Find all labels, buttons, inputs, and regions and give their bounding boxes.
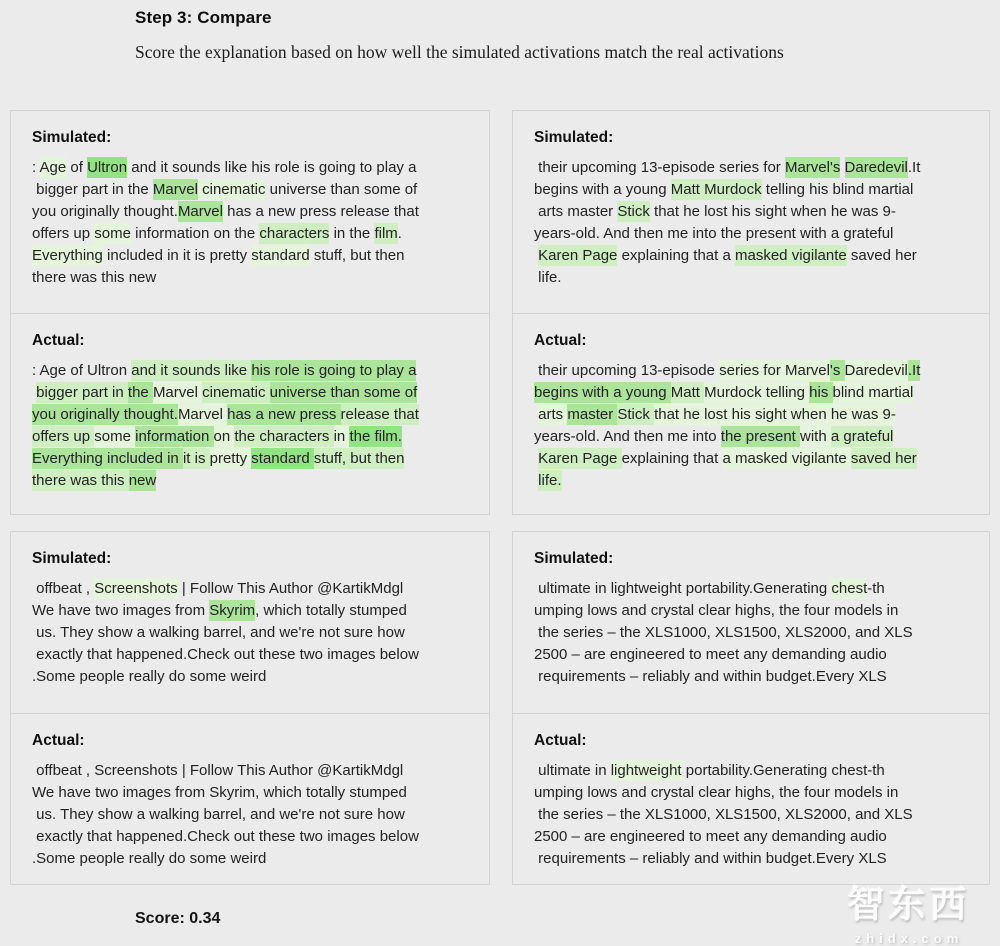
highlighted-token: 's: [829, 362, 845, 379]
section-label: Actual:: [534, 332, 587, 349]
highlighted-token: Marvel: [177, 203, 223, 220]
text-line: [32, 382, 483, 404]
actual-section: [513, 313, 989, 516]
text-line: [32, 404, 483, 426]
plain-token: information on the: [130, 225, 260, 242]
highlighted-token: blind martial: [832, 384, 914, 401]
plain-token: ultimate in lightweight portability.Generating: [534, 580, 832, 597]
plain-token: and it sounds like his role is going to play a: [127, 159, 417, 176]
text-line: [32, 622, 483, 644]
highlighted-token: the: [127, 384, 153, 401]
highlighted-token: the present: [720, 428, 800, 445]
text-line: [32, 804, 483, 826]
plain-token: explaining that a: [617, 247, 735, 264]
text-line: [32, 360, 483, 382]
plain-token: bigger part in the: [32, 181, 153, 198]
plain-token: umping lows and crystal clear highs, the four models in: [534, 602, 899, 619]
text-line: [32, 760, 483, 782]
comparison-panel: [10, 531, 490, 885]
highlighted-token: bigger part in: [36, 384, 128, 401]
text-line: [32, 826, 483, 848]
simulated-section: [11, 532, 489, 713]
highlighted-token: Karen Page: [538, 450, 622, 467]
highlighted-token: his: [809, 384, 833, 401]
highlighted-token: universe than some of: [269, 384, 418, 401]
highlighted-token: Marvel: [177, 406, 228, 423]
plain-token: their upcoming 13-episode series for: [534, 159, 785, 176]
text-line: [534, 666, 983, 688]
highlighted-token: saved her: [850, 450, 917, 467]
text-line: [534, 448, 983, 470]
plain-token: requirements – reliably and within budget.Every XLS: [534, 668, 887, 685]
plain-token: exactly that happened.Check out these two images below: [32, 646, 419, 663]
text-line: [32, 245, 483, 267]
section-label: Actual:: [32, 732, 85, 749]
plain-token: .Some people really do some weird: [32, 850, 267, 867]
plain-token: exactly that happened.Check out these two images below: [32, 828, 419, 845]
section-label: Simulated:: [32, 129, 112, 146]
text-line: [534, 578, 983, 600]
highlighted-token: information: [135, 428, 214, 445]
highlighted-token: his role is going to: [251, 362, 377, 379]
highlighted-token: some: [94, 428, 136, 445]
plain-token: has a new press release that: [222, 203, 419, 220]
highlighted-token: master: [567, 406, 618, 423]
text-line: [32, 578, 483, 600]
highlighted-token: a grateful: [830, 428, 894, 445]
text-line: [32, 448, 483, 470]
highlighted-token: series for Marvel: [719, 362, 830, 379]
highlighted-token: Karen Page: [538, 247, 618, 264]
simulated-section: [513, 111, 989, 313]
plain-token: you originally thought.: [32, 203, 178, 220]
highlighted-token: Marvel's: [784, 159, 841, 176]
highlighted-token: .It: [907, 362, 921, 379]
plain-token: life.: [534, 269, 562, 286]
plain-token: us. They show a walking barrel, and we're not sure how: [32, 806, 405, 823]
plain-token: .It: [907, 159, 921, 176]
highlighted-token: characters: [259, 225, 330, 242]
text-line: [32, 644, 483, 666]
plain-token: the series – the XLS1000, XLS1500, XLS2000, and XLS: [534, 806, 913, 823]
highlighted-token: begins with: [534, 384, 614, 401]
plain-token: : Age of Ultron: [32, 362, 132, 379]
plain-token: years-old. And then me into the present with a grateful: [534, 225, 894, 242]
text-line: [534, 622, 983, 644]
page-title: Step 3: Compare: [135, 8, 272, 27]
plain-token: umping lows and crystal clear highs, the four models in: [534, 784, 899, 801]
highlighted-token: Skyrim: [209, 602, 256, 619]
highlighted-token: lightweight: [610, 762, 682, 779]
plain-token: 2500 – are engineered to meet any demanding audio: [534, 646, 887, 663]
plain-token: offers up: [32, 225, 95, 242]
highlighted-token: Matt Murdock: [670, 181, 762, 198]
text-line: [534, 404, 983, 426]
highlighted-token: you originally thought.: [32, 406, 178, 423]
plain-token: arts master: [534, 203, 618, 220]
actual-section: [11, 713, 489, 886]
text-line: [534, 600, 983, 622]
text-line: [534, 644, 983, 666]
highlighted-token: a: [722, 450, 735, 467]
highlighted-token: Matt: [670, 384, 705, 401]
plain-token: We have two images from Skyrim, which totally stumped: [32, 784, 407, 801]
highlighted-token: that he lost his sight when he was 9-: [654, 406, 896, 423]
plain-token: that he lost his sight when he was 9-: [649, 203, 896, 220]
actual-section: [11, 313, 489, 516]
section-label: Actual:: [534, 732, 587, 749]
highlighted-token: a young: [613, 384, 671, 401]
highlighted-token: Murdock telling: [704, 384, 810, 401]
activation-text: [32, 578, 483, 688]
highlighted-token: release that: [340, 406, 419, 423]
highlighted-token: stuff,: [313, 450, 351, 467]
text-line: [534, 201, 983, 223]
highlighted-token: with: [800, 428, 831, 445]
highlighted-token: Ultron: [87, 159, 128, 176]
highlighted-token: Marvel: [152, 181, 198, 198]
text-line: [32, 157, 483, 179]
comparison-panel: [10, 110, 490, 515]
simulated-section: [11, 111, 489, 313]
plain-token: [840, 157, 844, 178]
highlighted-token: new: [128, 472, 157, 489]
text-line: [534, 470, 983, 492]
step-header: [135, 8, 835, 66]
highlighted-token: life.: [538, 472, 562, 489]
plain-token: requirements – reliably and within budget.Every XLS: [534, 850, 887, 867]
highlighted-token: there was this: [32, 472, 129, 489]
comparison-panel: [512, 531, 990, 885]
highlighted-token: characters: [259, 428, 334, 445]
activation-text: [534, 760, 983, 870]
activation-text: [534, 360, 983, 492]
plain-token: included in it is pretty: [102, 247, 252, 264]
section-label: Simulated:: [534, 129, 614, 146]
plain-token: begins with a young: [534, 181, 671, 198]
watermark-logo: 智东西: [847, 884, 971, 925]
simulated-section: [513, 532, 989, 713]
section-label: Simulated:: [534, 550, 614, 567]
plain-token: We have two images from: [32, 602, 210, 619]
comparison-panel: [512, 110, 990, 515]
watermark-domain: zhidx.com: [854, 931, 964, 946]
highlighted-token: masked vigilante: [735, 247, 847, 264]
plain-token: stuff, but then: [309, 247, 405, 264]
highlighted-token: Marvel: [152, 384, 203, 401]
text-line: [32, 470, 483, 492]
text-line: [32, 848, 483, 870]
plain-token: ultimate in: [534, 762, 611, 779]
section-label: Actual:: [32, 332, 85, 349]
plain-token: the series – the XLS1000, XLS1500, XLS2000, and XLS: [534, 624, 913, 641]
plain-token: saved her: [846, 247, 917, 264]
plain-token: .Some people really do some weird: [32, 668, 267, 685]
text-line: [534, 426, 983, 448]
plain-token: offbeat ,: [32, 580, 95, 597]
plain-token: in the: [329, 225, 375, 242]
highlighted-token: play a: [376, 362, 417, 379]
plain-token: universe than some of: [265, 181, 418, 198]
plain-token: -th: [867, 580, 885, 597]
highlighted-token: film: [374, 225, 398, 242]
highlighted-token: Age: [39, 159, 67, 176]
text-line: [534, 382, 983, 404]
highlighted-token: standard: [251, 450, 314, 467]
plain-token: offbeat , Screenshots | Follow This Author @KartikMdgl: [32, 762, 404, 779]
plain-token: :: [32, 159, 40, 176]
highlighted-token: in: [333, 428, 350, 445]
highlighted-token: it is: [182, 450, 210, 467]
plain-token: us. They show a walking barrel, and we're not sure how: [32, 624, 405, 641]
highlighted-token: some: [94, 225, 131, 242]
plain-token: 2500 – are engineered to meet any demanding audio: [534, 828, 887, 845]
highlighted-token: on: [213, 428, 235, 445]
text-line: [534, 267, 983, 289]
highlighted-token: Daredevil: [844, 362, 908, 379]
section-label: Simulated:: [32, 550, 112, 567]
highlighted-token: masked vigilante: [735, 450, 851, 467]
highlighted-token: has a new press: [227, 406, 341, 423]
plain-token: portability.Generating chest-th: [681, 762, 885, 779]
text-line: [534, 223, 983, 245]
plain-token: telling his blind martial: [761, 181, 914, 198]
page-subtitle: Score the explanation based on how well the simulated activations match the real activations: [135, 42, 784, 62]
text-line: [534, 804, 983, 826]
actual-section: [513, 713, 989, 886]
text-line: [32, 267, 483, 289]
activation-text: [32, 760, 483, 870]
highlighted-token: Everything: [32, 247, 103, 264]
highlighted-token: standard: [251, 247, 310, 264]
text-line: [32, 600, 483, 622]
highlighted-token: Daredevil: [844, 159, 908, 176]
highlighted-token: but then: [350, 450, 405, 467]
highlighted-token: Everything included in: [32, 450, 183, 467]
highlighted-token: arts: [538, 406, 568, 423]
highlighted-token: Stick: [617, 406, 655, 423]
plain-token: explaining that: [621, 450, 723, 467]
activation-text: [32, 360, 483, 492]
text-line: [534, 360, 983, 382]
text-line: [32, 201, 483, 223]
text-line: [534, 179, 983, 201]
plain-token: years-old. And then me into: [534, 428, 721, 445]
activation-text: [534, 578, 983, 688]
highlighted-token: cinematic: [197, 181, 266, 198]
plain-token: , which totally stumped: [255, 602, 407, 619]
score-text: Score: 0.34: [135, 910, 221, 927]
text-line: [32, 782, 483, 804]
plain-token: there was this new: [32, 269, 157, 286]
text-line: [32, 179, 483, 201]
highlighted-token: offers up: [32, 428, 95, 445]
plain-token: of: [66, 159, 88, 176]
highlighted-token: Stick: [617, 203, 650, 220]
text-line: [534, 245, 983, 267]
highlighted-token: Screenshots: [94, 580, 178, 597]
activation-text: [32, 157, 483, 289]
plain-token: .: [397, 225, 402, 242]
plain-token: their upcoming 13-episode: [534, 362, 720, 379]
highlighted-token: cinematic: [202, 384, 270, 401]
text-line: [32, 666, 483, 688]
highlighted-token: the film.: [349, 428, 402, 445]
highlighted-token: pretty: [209, 450, 252, 467]
text-line: [534, 826, 983, 848]
text-line: [534, 782, 983, 804]
highlighted-token: chest: [831, 580, 868, 597]
plain-token: | Follow This Author @KartikMdgl: [177, 580, 404, 597]
highlighted-token: the: [234, 428, 260, 445]
highlighted-token: and it sounds like: [131, 362, 252, 379]
activation-text: [534, 157, 983, 289]
text-line: [32, 223, 483, 245]
text-line: [534, 157, 983, 179]
text-line: [534, 760, 983, 782]
text-line: [534, 848, 983, 870]
text-line: [32, 426, 483, 448]
